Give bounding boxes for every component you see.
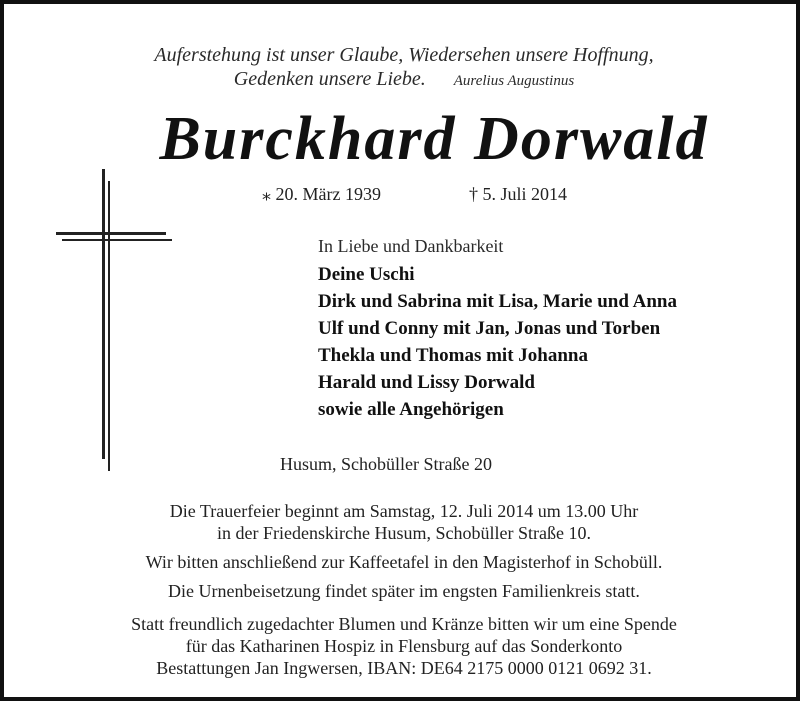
donation-line-2: für das Katharinen Hospiz in Flensburg auf das Sonderkonto	[185, 636, 623, 656]
cross-horizontal-bar	[56, 232, 166, 235]
death-date: † 5. Juli 2014	[469, 184, 568, 204]
family-address: Husum, Schobüller Straße 20	[280, 454, 492, 474]
donation-line-1: Statt freundlich zugedachter Blumen und Kränze bitten wir um eine Spende	[131, 614, 677, 634]
funeral-info	[4, 500, 800, 544]
cross-vertical-bar	[102, 169, 105, 459]
cross-horizontal-bar-shadow	[62, 239, 172, 241]
motto-text: Gedenken unsere Liebe.	[233, 68, 426, 90]
latin-cross-icon	[56, 169, 171, 469]
funeral-line-1: Die Trauerfeier beginnt am Samstag, 12. Juli 2014 um 13.00 Uhr	[169, 501, 639, 521]
donation-line-3: Bestattungen Jan Ingwersen, IBAN: DE64 2175 0000 0121 0692 31.	[156, 658, 652, 678]
deceased-name: Burckhard Dorwald	[159, 105, 709, 173]
intro-text: In Liebe und Dankbarkeit	[318, 236, 504, 256]
cross-vertical-bar-shadow	[108, 181, 110, 471]
funeral-line-2: in der Friedenskirche Husum, Schobüller Straße 10.	[217, 523, 591, 543]
coffee-info: Wir bitten anschließend zur Kaffeetafel in den Magisterhof in Schobüll.	[145, 552, 663, 572]
birth-date: ⁎ 20. März 1939	[262, 184, 381, 204]
mourner-item: sowie alle Angehörigen	[318, 399, 504, 420]
motto-line-1: Auferstehung ist unser Glaube, Wiedersehen unsere Hoffnung,	[154, 44, 654, 66]
mourner-item: Ulf und Conny mit Jan, Jonas und Torben	[318, 318, 661, 339]
donation-info	[4, 613, 800, 679]
motto-author: Aurelius Augustinus	[453, 73, 575, 89]
urn-info: Die Urnenbeisetzung findet später im engsten Familienkreis statt.	[168, 581, 640, 601]
mourner-item: Dirk und Sabrina mit Lisa, Marie und Anna	[318, 291, 677, 312]
mourner-item: Thekla und Thomas mit Johanna	[318, 345, 588, 366]
motto-line-2	[4, 68, 800, 91]
mourner-item: Harald und Lissy Dorwald	[318, 372, 535, 393]
mourners-list	[318, 261, 677, 423]
mourner-item: Deine Uschi	[318, 264, 415, 285]
